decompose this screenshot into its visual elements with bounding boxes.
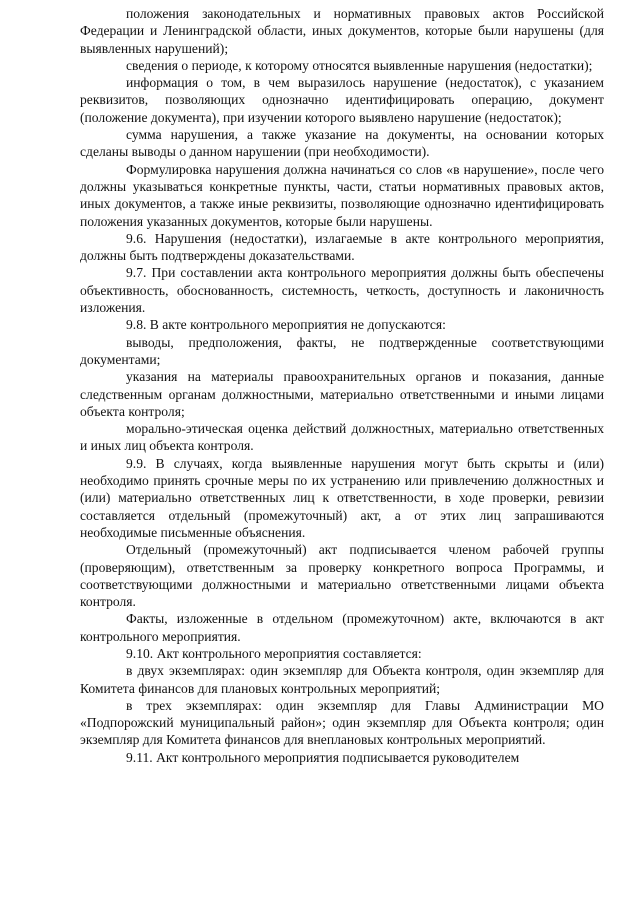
paragraph-period-info: сведения о периоде, к которому относятся выявленные нарушения (недостатки); [126, 57, 593, 73]
paragraph-violated-provisions: положения законодательных и нормативных правовых актов Российской Федерации и Ленинградской области, иных документов, которые были нарушены (для выявленных нарушений); [80, 6, 604, 56]
paragraph-moral-ethical-assessment: морально-этическая оценка действий должностных, материально ответственных и иных лиц объекта контроля. [80, 421, 604, 454]
document-page [80, 0, 604, 766]
paragraph-law-enforcement-materials: указания на материалы правоохранительных органов и показания, данные следственным органам должностными, материально ответственными и иными лицами объекта контроля; [80, 369, 604, 419]
paragraph-violation-wording: Формулировка нарушения должна начинаться со слов «в нарушение», после чего должны указываться конкретные пункты, части, статьи нормативных правовых актов, иных документов, а также иные реквизиты, позволяющие однозначно идентифицировать положения указанных документов, которые были нарушены. [80, 161, 604, 229]
paragraph-violation-amount: сумма нарушения, а также указание на документы, на основании которых сделаны выводы о данном нарушении (при необходимости). [80, 127, 604, 160]
paragraph-unconfirmed-facts: выводы, предположения, факты, не подтвержденные соответствующими документами; [80, 334, 604, 367]
paragraph-three-copies: в трех экземплярах: один экземпляр для Главы Администрации МО «Подпорожский муниципальный район»; один экземпляр для Объекта контроля; один экземпляр для Комитета финансов для внеплановых контрольных мероприятий. [80, 697, 604, 748]
paragraph-9-8: 9.8. В акте контрольного мероприятия не допускаются: [126, 317, 446, 333]
paragraph-9-9: 9.9. В случаях, когда выявленные нарушения могут быть скрыты и (или) необходимо принять срочные меры по их устранению или привлечению должностных и (или) материально ответственных лиц к ответственности, в ходе проверки, ревизии составляется отдельный (промежуточный) акт, а от этих лиц запрашиваются необходимые письменные объяснения. [80, 455, 604, 540]
paragraph-9-10: 9.10. Акт контрольного мероприятия составляется: [126, 645, 422, 661]
paragraph-9-6: 9.6. Нарушения (недостатки), излагаемые в акте контрольного мероприятия, должны быть подтверждены доказательствами. [80, 230, 604, 264]
paragraph-interim-act-facts: Факты, изложенные в отдельном (промежуточном) акте, включаются в акт контрольного мероприятия. [80, 611, 604, 644]
paragraph-two-copies: в двух экземплярах: один экземпляр для Объекта контроля, один экземпляр для Комитета финансов для плановых контрольных мероприятий; [80, 663, 604, 696]
paragraph-violation-description: информация о том, в чем выразилось нарушение (недостаток), с указанием реквизитов, позволяющих однозначно идентифицировать операцию, документ (положение документа), при изучении которого выявлено нарушение (недостаток); [80, 75, 604, 125]
paragraph-interim-act-signing: Отдельный (промежуточный) акт подписывается членом рабочей группы (проверяющим), ответственным за проверку конкретного вопроса Программы, и соответствующими должностными и материально ответственными лицами объекта контроля. [80, 542, 604, 610]
paragraph-9-11: 9.11. Акт контрольного мероприятия подписывается руководителем [126, 749, 520, 765]
paragraph-9-7: 9.7. При составлении акта контрольного мероприятия должны быть обеспечены объективность, обоснованность, системность, четкость, доступность и лаконичность изложения. [80, 265, 604, 316]
